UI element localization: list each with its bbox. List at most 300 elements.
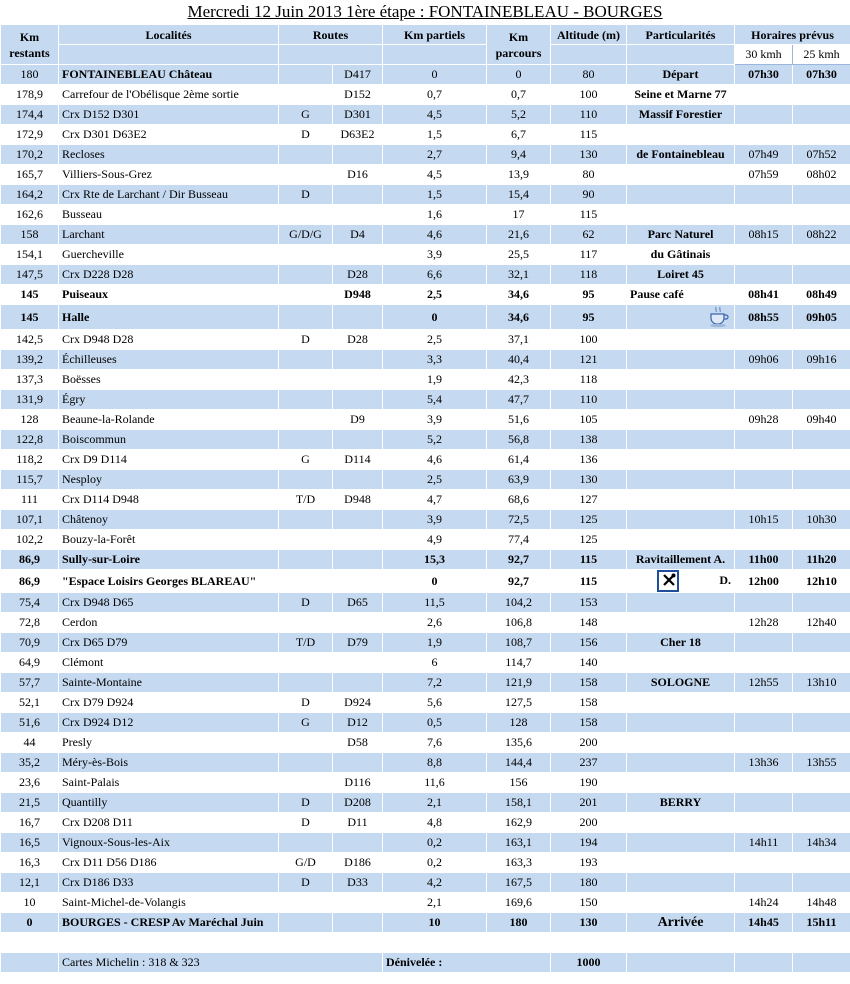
cell-horaire-30 (735, 330, 793, 350)
cell-km-parcourus: 92,7 (487, 570, 551, 593)
footer-denivelee-value: 1000 (551, 953, 627, 973)
cell-altitude: 95 (551, 285, 627, 305)
cell-horaire-30: 14h24 (735, 893, 793, 913)
cell-localite: Crx Rte de Larchant / Dir Busseau (59, 185, 279, 205)
cell-route: D948 (333, 285, 383, 305)
cell-particularite: Parc Naturel (627, 225, 735, 245)
cell-altitude: 115 (551, 570, 627, 593)
cell-route: D417 (333, 65, 383, 85)
cell-localite: Crx D948 D28 (59, 330, 279, 350)
blank-cell (793, 933, 850, 953)
cell-localite: Clémont (59, 653, 279, 673)
restaurant-icon (657, 570, 679, 592)
cell-km-partiels: 4,5 (383, 165, 487, 185)
header-altitude: Altitude (m) (551, 25, 627, 45)
cell-horaire-30 (735, 265, 793, 285)
footer-blank (627, 953, 735, 973)
cell-route: D9 (333, 410, 383, 430)
cell-direction (279, 245, 333, 265)
cell-horaire-25 (793, 185, 850, 205)
footer-blank (735, 953, 793, 973)
cell-horaire-25: 11h20 (793, 550, 850, 570)
header-km-restants: Km restants (1, 25, 59, 65)
table-row (1, 225, 850, 245)
cell-particularite: du Gâtinais (627, 245, 735, 265)
cell-localite: Nesploy (59, 470, 279, 490)
coffee-cup-icon (707, 305, 731, 329)
cell-particularite (627, 873, 735, 893)
cell-horaire-30: 11h00 (735, 550, 793, 570)
cell-horaire-30: 08h15 (735, 225, 793, 245)
cell-km-parcourus: 56,8 (487, 430, 551, 450)
cell-altitude: 90 (551, 185, 627, 205)
cell-particularite (627, 733, 735, 753)
cell-localite: "Espace Loisirs Georges BLAREAU" (59, 570, 279, 593)
cell-direction (279, 390, 333, 410)
table-row (1, 613, 850, 633)
cell-km-restants: 122,8 (1, 430, 59, 450)
cell-horaire-30 (735, 105, 793, 125)
cell-localite: Crx D11 D56 D186 (59, 853, 279, 873)
cell-km-parcourus: 6,7 (487, 125, 551, 145)
blank-cell (735, 933, 793, 953)
cell-localite: Vignoux-Sous-les-Aix (59, 833, 279, 853)
table-row (1, 490, 850, 510)
cell-km-parcourus: 40,4 (487, 350, 551, 370)
cell-route: D65 (333, 593, 383, 613)
cell-horaire-30: 10h15 (735, 510, 793, 530)
cell-horaire-25: 07h52 (793, 145, 850, 165)
cell-horaire-25 (793, 693, 850, 713)
cell-horaire-30: 12h00 (735, 570, 793, 593)
cell-particularite (627, 773, 735, 793)
cell-km-parcourus: 72,5 (487, 510, 551, 530)
blank-cell (59, 933, 279, 953)
cell-direction: G (279, 450, 333, 470)
footer-blank (1, 953, 59, 973)
cell-particularite (627, 305, 735, 330)
cell-particularite (627, 390, 735, 410)
cell-horaire-25 (793, 733, 850, 753)
cell-km-partiels: 4,6 (383, 450, 487, 470)
cell-altitude: 200 (551, 813, 627, 833)
table-row (1, 125, 850, 145)
table-row (1, 893, 850, 913)
cell-km-partiels: 1,6 (383, 205, 487, 225)
cell-direction (279, 893, 333, 913)
cell-localite: Crx D65 D79 (59, 633, 279, 653)
table-row (1, 873, 850, 893)
cell-altitude: 158 (551, 713, 627, 733)
cell-km-parcourus: 61,4 (487, 450, 551, 470)
cell-horaire-30 (735, 470, 793, 490)
cell-km-parcourus: 144,4 (487, 753, 551, 773)
cell-horaire-25 (793, 370, 850, 390)
table-row (1, 285, 850, 305)
cell-localite: Quantilly (59, 793, 279, 813)
cell-particularite (627, 410, 735, 430)
cell-localite: Crx D186 D33 (59, 873, 279, 893)
cell-horaire-30 (735, 793, 793, 813)
cell-horaire-30 (735, 733, 793, 753)
table-row (1, 673, 850, 693)
cell-direction (279, 145, 333, 165)
cell-km-partiels: 10 (383, 913, 487, 933)
cell-localite: Égry (59, 390, 279, 410)
table-row (1, 470, 850, 490)
cell-localite: Bouzy-la-Forêt (59, 530, 279, 550)
cell-localite: Crx D9 D114 (59, 450, 279, 470)
cell-particularite (627, 713, 735, 733)
cell-km-parcourus: 167,5 (487, 873, 551, 893)
cell-km-restants: 128 (1, 410, 59, 430)
cell-altitude: 125 (551, 510, 627, 530)
cell-horaire-30: 12h55 (735, 673, 793, 693)
cell-km-parcourus: 51,6 (487, 410, 551, 430)
cell-localite: Carrefour de l'Obélisque 2ème sortie (59, 85, 279, 105)
cell-km-parcourus: 135,6 (487, 733, 551, 753)
cell-localite: Méry-ès-Bois (59, 753, 279, 773)
cell-altitude: 156 (551, 633, 627, 653)
cell-localite: Recloses (59, 145, 279, 165)
cell-localite: Crx D228 D28 (59, 265, 279, 285)
header-localites: Localités (59, 25, 279, 45)
header-speed-30: 30 kmh (735, 45, 793, 65)
cell-km-partiels: 4,8 (383, 813, 487, 833)
cell-localite: Larchant (59, 225, 279, 245)
cell-direction (279, 613, 333, 633)
cell-direction (279, 753, 333, 773)
table-row (1, 793, 850, 813)
cell-km-partiels: 4,6 (383, 225, 487, 245)
cell-km-partiels: 0,7 (383, 85, 487, 105)
cell-km-restants: 178,9 (1, 85, 59, 105)
cell-km-parcourus: 47,7 (487, 390, 551, 410)
header-horaires: Horaires prévus (735, 25, 850, 45)
cell-route (333, 550, 383, 570)
cell-altitude: 194 (551, 833, 627, 853)
page-title (0, 0, 850, 24)
cell-particularite (627, 753, 735, 773)
cell-km-restants: 10 (1, 893, 59, 913)
cell-route (333, 613, 383, 633)
cell-km-parcourus: 9,4 (487, 145, 551, 165)
table-row (1, 390, 850, 410)
cell-km-partiels: 0,2 (383, 853, 487, 873)
cell-route: D4 (333, 225, 383, 245)
cell-localite: Saint-Michel-de-Volangis (59, 893, 279, 913)
cell-horaire-30: 09h06 (735, 350, 793, 370)
cell-horaire-30 (735, 693, 793, 713)
table-header-row (1, 25, 850, 45)
cell-particularite (627, 893, 735, 913)
cell-km-partiels: 0 (383, 65, 487, 85)
cell-localite: FONTAINEBLEAU Château (59, 65, 279, 85)
cell-direction (279, 430, 333, 450)
cell-km-partiels: 2,5 (383, 470, 487, 490)
cell-altitude: 117 (551, 245, 627, 265)
subheader-blank-1 (59, 45, 279, 65)
blank-cell (333, 933, 383, 953)
cell-altitude: 153 (551, 593, 627, 613)
cell-km-partiels: 2,5 (383, 285, 487, 305)
cell-km-parcourus: 25,5 (487, 245, 551, 265)
cell-km-restants: 137,3 (1, 370, 59, 390)
cell-km-restants: 12,1 (1, 873, 59, 893)
cell-horaire-25 (793, 490, 850, 510)
cell-horaire-25 (793, 85, 850, 105)
cell-localite: Halle (59, 305, 279, 330)
cell-horaire-30: 07h49 (735, 145, 793, 165)
cell-localite: Guercheville (59, 245, 279, 265)
cell-horaire-30 (735, 205, 793, 225)
cell-horaire-30 (735, 490, 793, 510)
cell-route (333, 510, 383, 530)
cell-km-parcourus: 32,1 (487, 265, 551, 285)
table-row (1, 430, 850, 450)
subheader-blank-3 (383, 45, 487, 65)
cell-direction: D (279, 330, 333, 350)
cell-horaire-25 (793, 593, 850, 613)
cell-km-parcourus: 158,1 (487, 793, 551, 813)
cell-particularite (627, 185, 735, 205)
cell-altitude: 130 (551, 913, 627, 933)
cell-km-parcourus: 114,7 (487, 653, 551, 673)
cell-km-restants: 145 (1, 285, 59, 305)
cell-km-partiels: 4,5 (383, 105, 487, 125)
cell-particularite (627, 165, 735, 185)
page-title-text: Mercredi 12 Juin 2013 1ère étape : FONTAINEBLEAU - BOURGES (187, 2, 663, 21)
cell-km-partiels: 2,1 (383, 893, 487, 913)
cell-particularite: Ravitaillement A. (627, 550, 735, 570)
table-row (1, 350, 850, 370)
table-row (1, 713, 850, 733)
subheader-blank-2 (279, 45, 383, 65)
blank-cell (279, 933, 333, 953)
cell-route (333, 370, 383, 390)
cell-altitude: 80 (551, 165, 627, 185)
cell-direction (279, 913, 333, 933)
cell-particularite: Pause café (627, 285, 735, 305)
cell-horaire-25 (793, 530, 850, 550)
table-row (1, 85, 850, 105)
cell-km-partiels: 2,6 (383, 613, 487, 633)
cell-route (333, 350, 383, 370)
cell-horaire-25 (793, 330, 850, 350)
cell-km-restants: 118,2 (1, 450, 59, 470)
cell-km-partiels: 2,5 (383, 330, 487, 350)
cell-km-restants: 111 (1, 490, 59, 510)
cell-altitude: 100 (551, 330, 627, 350)
cell-km-restants: 131,9 (1, 390, 59, 410)
cell-km-parcourus: 17 (487, 205, 551, 225)
cell-direction: D (279, 185, 333, 205)
cell-horaire-25: 13h55 (793, 753, 850, 773)
cell-km-partiels: 6,6 (383, 265, 487, 285)
footer-blank (793, 953, 850, 973)
cell-km-partiels: 1,5 (383, 185, 487, 205)
cell-direction: D (279, 813, 333, 833)
cell-horaire-30 (735, 530, 793, 550)
footer-row (1, 953, 850, 973)
cell-horaire-30 (735, 773, 793, 793)
cell-route: D116 (333, 773, 383, 793)
blank-cell (1, 933, 59, 953)
table-row (1, 165, 850, 185)
cell-km-restants: 35,2 (1, 753, 59, 773)
cell-particularite (627, 853, 735, 873)
cell-localite: Beaune-la-Rolande (59, 410, 279, 430)
cell-horaire-30: 08h55 (735, 305, 793, 330)
cell-km-restants: 86,9 (1, 570, 59, 593)
cell-particularite (627, 370, 735, 390)
cell-km-restants: 72,8 (1, 613, 59, 633)
cell-km-restants: 16,3 (1, 853, 59, 873)
cell-horaire-30 (735, 370, 793, 390)
cell-altitude: 80 (551, 65, 627, 85)
cell-km-restants: 16,7 (1, 813, 59, 833)
cell-km-partiels: 7,2 (383, 673, 487, 693)
header-speed-25: 25 kmh (793, 45, 850, 65)
cell-km-parcourus: 21,6 (487, 225, 551, 245)
cell-horaire-25: 09h40 (793, 410, 850, 430)
cell-altitude: 193 (551, 853, 627, 873)
cell-altitude: 201 (551, 793, 627, 813)
cell-horaire-25: 09h16 (793, 350, 850, 370)
cell-route (333, 145, 383, 165)
cell-km-parcourus: 13,9 (487, 165, 551, 185)
cell-horaire-25 (793, 873, 850, 893)
cell-altitude: 136 (551, 450, 627, 470)
cell-horaire-25 (793, 713, 850, 733)
cell-km-partiels: 3,3 (383, 350, 487, 370)
cell-particularite (627, 653, 735, 673)
blank-cell (627, 933, 735, 953)
cell-km-parcourus: 163,3 (487, 853, 551, 873)
cell-route: D28 (333, 265, 383, 285)
cell-km-restants: 142,5 (1, 330, 59, 350)
cell-particularite (627, 510, 735, 530)
header-km-parcourus: Km parcours (487, 25, 551, 65)
cell-route (333, 753, 383, 773)
cell-direction: G/D/G (279, 225, 333, 245)
table-row (1, 265, 850, 285)
table-row (1, 105, 850, 125)
cell-km-partiels: 3,9 (383, 510, 487, 530)
cell-route (333, 913, 383, 933)
cell-localite: Crx D79 D924 (59, 693, 279, 713)
cell-km-parcourus: 0 (487, 65, 551, 85)
particularite-text: D. (719, 572, 731, 587)
subheader-blank-4 (551, 45, 627, 65)
cell-altitude: 118 (551, 370, 627, 390)
cell-particularite (627, 430, 735, 450)
cell-localite: Boësses (59, 370, 279, 390)
cell-km-restants: 102,2 (1, 530, 59, 550)
cell-km-restants: 16,5 (1, 833, 59, 853)
cell-km-restants: 154,1 (1, 245, 59, 265)
cell-direction (279, 285, 333, 305)
cell-direction (279, 205, 333, 225)
blank-row (1, 933, 850, 953)
cell-horaire-25: 12h40 (793, 613, 850, 633)
table-subheader-row (1, 45, 850, 65)
cell-km-partiels: 4,2 (383, 873, 487, 893)
cell-km-partiels: 4,7 (383, 490, 487, 510)
cell-particularite: Seine et Marne 77 (627, 85, 735, 105)
cell-horaire-30: 12h28 (735, 613, 793, 633)
cell-horaire-25 (793, 205, 850, 225)
cell-km-parcourus: 68,6 (487, 490, 551, 510)
cell-km-partiels: 11,5 (383, 593, 487, 613)
cell-km-partiels: 2,1 (383, 793, 487, 813)
cell-horaire-25 (793, 245, 850, 265)
cell-altitude: 62 (551, 225, 627, 245)
cell-direction (279, 773, 333, 793)
table-row (1, 570, 850, 593)
table-row (1, 633, 850, 653)
cell-direction: D (279, 125, 333, 145)
table-row (1, 693, 850, 713)
cell-horaire-30 (735, 853, 793, 873)
cell-altitude: 115 (551, 205, 627, 225)
table-row (1, 185, 850, 205)
cell-localite: Puiseaux (59, 285, 279, 305)
cell-particularite (627, 593, 735, 613)
cell-altitude: 118 (551, 265, 627, 285)
table-row (1, 733, 850, 753)
cell-direction (279, 65, 333, 85)
cell-direction (279, 510, 333, 530)
table-row (1, 145, 850, 165)
cell-horaire-30 (735, 813, 793, 833)
cell-horaire-25: 12h10 (793, 570, 850, 593)
cell-horaire-30 (735, 390, 793, 410)
table-row (1, 450, 850, 470)
cell-altitude: 127 (551, 490, 627, 510)
cell-horaire-30 (735, 653, 793, 673)
cell-particularite: Massif Forestier (627, 105, 735, 125)
cell-horaire-30 (735, 593, 793, 613)
cell-direction (279, 165, 333, 185)
cell-km-partiels: 5,4 (383, 390, 487, 410)
cell-altitude: 110 (551, 390, 627, 410)
cell-km-restants: 180 (1, 65, 59, 85)
cell-direction: D (279, 793, 333, 813)
cell-route (333, 530, 383, 550)
cell-altitude: 115 (551, 125, 627, 145)
cell-route (333, 245, 383, 265)
roadbook-table (0, 24, 850, 973)
cell-particularite (627, 125, 735, 145)
cell-localite: Saint-Palais (59, 773, 279, 793)
cell-particularite: Départ (627, 65, 735, 85)
cell-km-partiels: 3,9 (383, 410, 487, 430)
cell-horaire-25: 10h30 (793, 510, 850, 530)
cell-km-partiels: 1,9 (383, 370, 487, 390)
cell-horaire-25 (793, 813, 850, 833)
cell-route: D63E2 (333, 125, 383, 145)
table-row (1, 370, 850, 390)
cell-horaire-30: 09h28 (735, 410, 793, 430)
cell-particularite (627, 470, 735, 490)
cell-horaire-25 (793, 633, 850, 653)
table-row (1, 550, 850, 570)
cell-localite: Châtenoy (59, 510, 279, 530)
cell-horaire-25 (793, 793, 850, 813)
cell-direction (279, 550, 333, 570)
cell-horaire-25: 08h22 (793, 225, 850, 245)
